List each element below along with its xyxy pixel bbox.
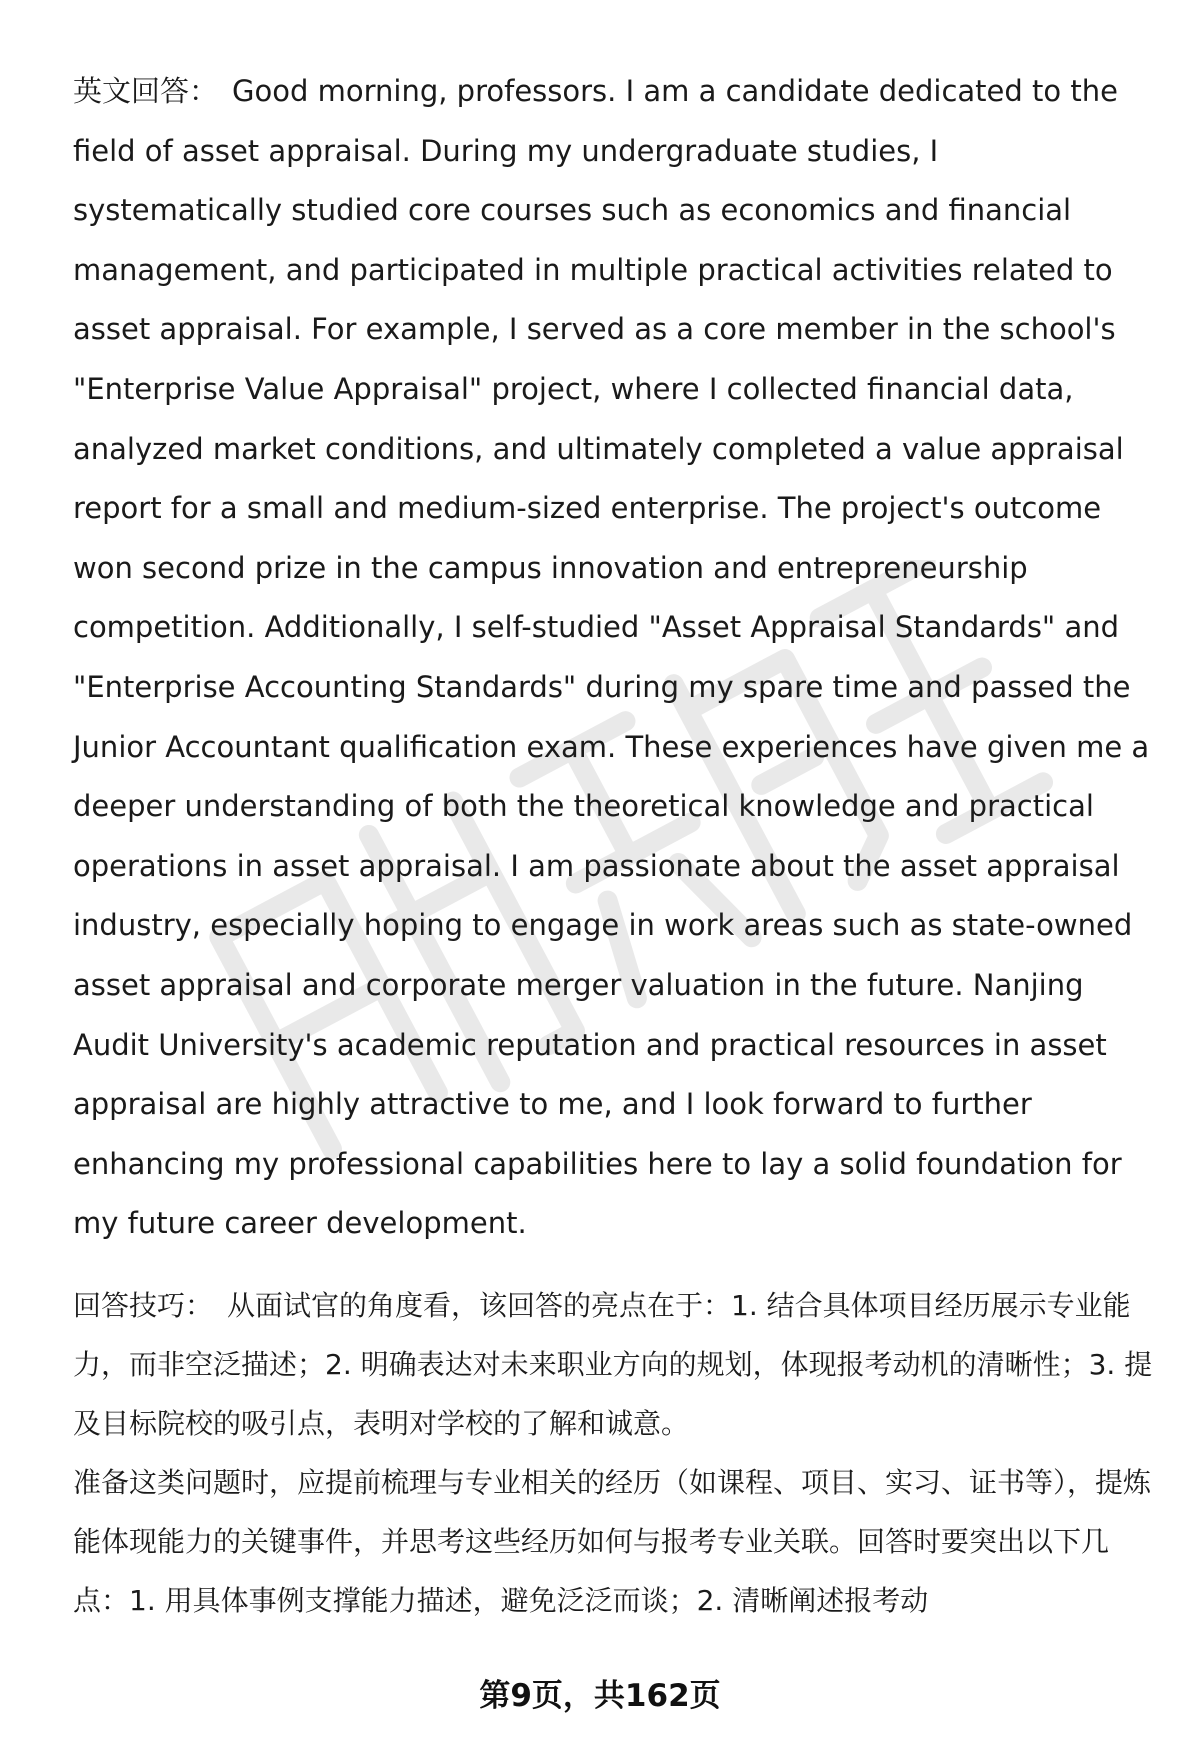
answer-tips-text: 从面试官的角度看，该回答的亮点在于：1. 结合具体项目经历展示专业能力，而非空泛描述；2. 明确表达对未来职业方向的规划，体现报考动机的清晰性；3. 提及目标院校的吸引点，表明对学校的了解和诚意。: [73, 1288, 1153, 1440]
english-answer-text: Good morning, professors. I am a candidate dedicated to the field of asset appraisal. During my undergraduate studies, I systematically studied core courses such as economics and financial management, and participated in multiple practical activities related to asset appraisal. For example, I served as a core member in the school's "Enterprise Value Appraisal" project, where I collected financial data, analyzed market conditions, and ultimately completed a value appraisal report for a small and medium-sized enterprise. The project's outcome won second prize in the campus innovation and entrepreneurship competition. Additionally, I self-studied "Asset Appraisal Standards" and "Enterprise Accounting Standards" during my spare time and passed the Junior Accountant qualification exam. These experiences have given me a deeper understanding of both the theoretical knowledge and practical operations in asset appraisal. I am passionate about the asset appraisal industry, especially hoping to engage in work areas such as state-owned asset appraisal and corporate merger valuation in the future. Nanjing Audit University's academic reputation and practical resources in asset appraisal are highly attractive to me, and I look forward to further enhancing my professional capabilities here to lay a solid foundation for my future career development.: [73, 74, 1150, 1241]
paragraph-gap: [73, 1254, 1153, 1276]
answer-tips-paragraph: [73, 1276, 1153, 1453]
english-answer-label: 英文回答：: [73, 74, 219, 108]
preparation-text: 准备这类问题时，应提前梳理与专业相关的经历（如课程、项目、实习、证书等），提炼能体现能力的关键事件，并思考这些经历如何与报考专业关联。回答时要突出以下几点：1. 用具体事例支撑能力描述，避免泛泛而谈；2. 清晰阐述报考动: [73, 1465, 1152, 1617]
answer-tips-label: 回答技巧：: [73, 1288, 214, 1322]
preparation-paragraph: [73, 1453, 1153, 1630]
document-body: [73, 62, 1153, 1630]
page-number-footer: 第9页，共162页: [479, 1678, 721, 1714]
english-answer-paragraph: [73, 62, 1153, 1254]
